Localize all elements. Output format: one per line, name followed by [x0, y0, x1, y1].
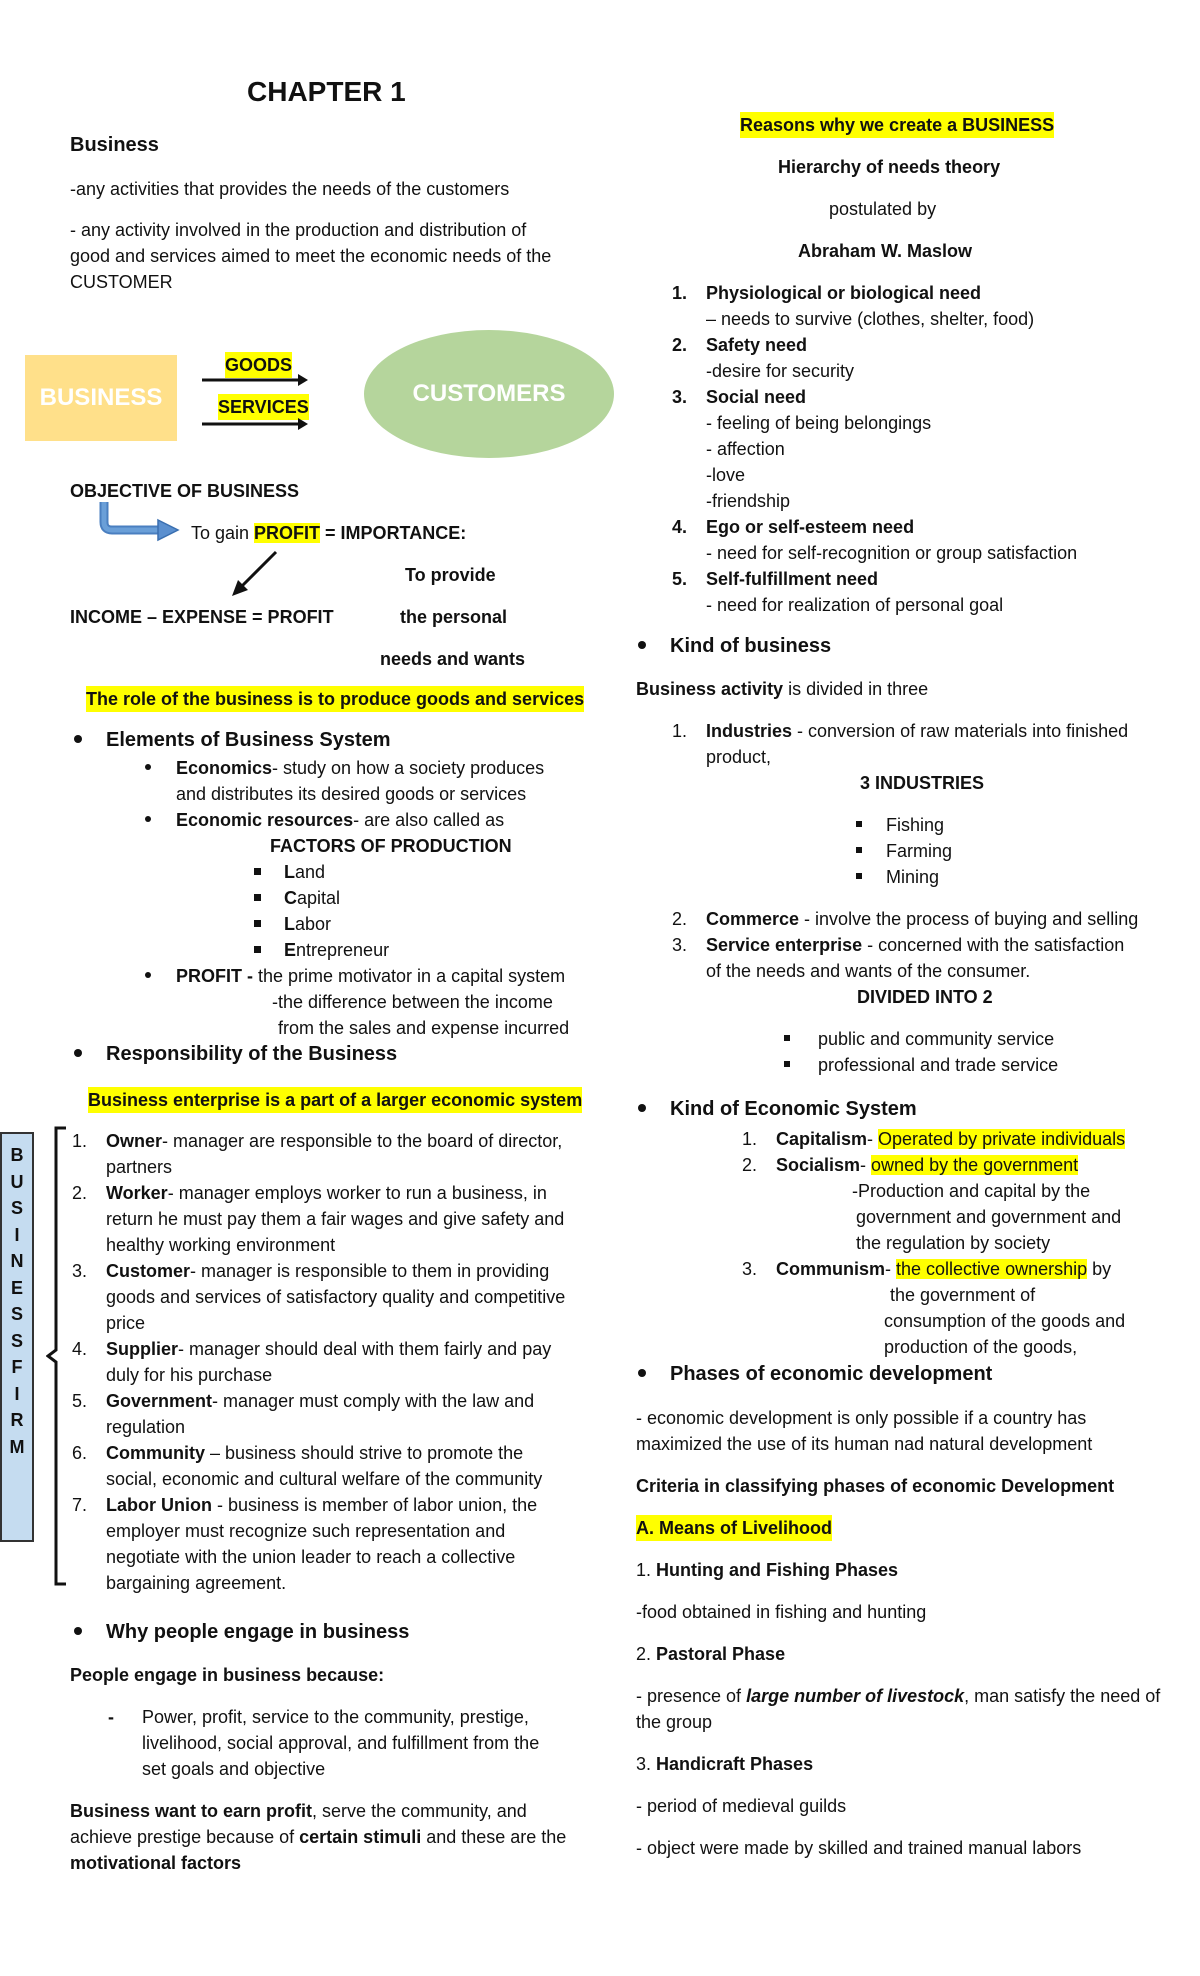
responsibility-text: - manager are responsible to the board of director,	[162, 1131, 563, 1151]
postulated-by: postulated by	[829, 199, 937, 219]
factor-rest: ntrepreneur	[296, 940, 390, 960]
profit-def: the prime motivator in a capital system	[258, 966, 566, 986]
responsibility-item	[106, 1492, 537, 1518]
commerce-item	[706, 906, 1138, 932]
business-box-label: BUSINESS	[39, 384, 163, 411]
need-title: Ego or self-esteem need	[706, 517, 915, 537]
motivational-factors: motivational factors	[70, 1853, 242, 1873]
economics-item	[176, 755, 544, 781]
need-title: Safety need	[706, 335, 808, 355]
responsibility-text-line: return he must pay them a fair wages and give safety and	[106, 1209, 565, 1229]
square-bullet-icon	[856, 873, 862, 879]
square-bullet-icon	[784, 1061, 790, 1067]
industries-num: 1.	[672, 721, 688, 741]
communism-def: the collective ownership	[896, 1259, 1088, 1279]
industries-def: - conversion of raw materials into finished	[792, 721, 1129, 741]
phase3-num: 3.	[636, 1754, 652, 1774]
want-line2-b: certain stimuli	[299, 1827, 422, 1847]
to-gain-text: To gain	[191, 523, 255, 543]
factor-item	[284, 911, 331, 937]
responsibility-item	[106, 1128, 562, 1154]
socialism-term: Socialism	[776, 1155, 861, 1175]
resources-term: Economic resources	[176, 810, 354, 830]
phase3-desc1: - period of medieval guilds	[636, 1796, 847, 1816]
socialism-item: Socialism- owned by the government	[776, 1155, 1079, 1175]
need-desc: - feeling of being belongings	[706, 413, 932, 433]
bent-arrow-icon	[98, 500, 182, 542]
responsibility-text-line: healthy working environment	[106, 1235, 336, 1255]
objective-heading: OBJECTIVE OF BUSINESS	[70, 481, 300, 501]
socialism-line3: government and government and	[856, 1207, 1122, 1227]
industries-term: Industries	[706, 721, 793, 741]
responsibility-text: - manager employs worker to run a business, in	[167, 1183, 547, 1203]
responsibility-text-line: social, economic and cultural welfare of the community	[106, 1469, 543, 1489]
bullet-icon	[74, 1627, 82, 1635]
people-engage: People engage in business because:	[70, 1665, 385, 1685]
responsibility-term: Supplier	[106, 1339, 179, 1359]
phase2-num: 2.	[636, 1644, 657, 1664]
responsibility-item	[106, 1180, 547, 1206]
responsibility-text-line: regulation	[106, 1417, 186, 1437]
factor-rest: and	[295, 862, 326, 882]
responsibility-text-line: price	[106, 1313, 146, 1333]
square-bullet-icon	[856, 821, 862, 827]
need-desc: -friendship	[706, 491, 791, 511]
service-type-item: public and community service	[818, 1029, 1055, 1049]
need-desc: - need for self-recognition or group satisfaction	[706, 543, 1078, 563]
square-bullet-icon	[856, 847, 862, 853]
need-desc: -desire for security	[706, 361, 855, 381]
square-bullet-icon	[254, 894, 261, 901]
kind-heading: Kind of business	[670, 635, 832, 657]
hierarchy-title: Hierarchy of needs theory	[778, 157, 1001, 177]
square-bullet-icon	[254, 920, 261, 927]
phase2-desc-c: , man satisfy the need of	[964, 1686, 1161, 1706]
phase2-desc-b: large number of livestock	[746, 1686, 965, 1706]
responsibility-term: Customer	[106, 1261, 191, 1281]
responsibility-term: Worker	[106, 1183, 168, 1203]
phase2-desc	[636, 1683, 1160, 1709]
reasons-heading: Reasons why we create a BUSINESS	[740, 112, 1054, 138]
need-title: Self-fulfillment need	[706, 569, 879, 589]
responsibility-text: - manager must comply with the law and	[212, 1391, 535, 1411]
square-bullet-icon	[254, 946, 261, 953]
activity-line	[636, 676, 928, 702]
goods-label: GOODS	[225, 352, 292, 378]
want-line2-c: and these are the	[421, 1827, 567, 1847]
service-term: Service enterprise	[706, 935, 863, 955]
bullet-icon	[145, 764, 151, 770]
need-desc: - affection	[706, 439, 785, 459]
criteria-heading: Criteria in classifying phases of economic Development	[636, 1476, 1115, 1496]
elements-heading: Elements of Business System	[106, 729, 391, 751]
factor-initial: L	[284, 862, 295, 882]
industry-item: Mining	[886, 867, 940, 887]
why-heading: Why people engage in business	[106, 1621, 410, 1643]
square-bullet-icon	[254, 868, 261, 875]
communism-term: Communism	[776, 1259, 886, 1279]
needs-and-wants: needs and wants	[380, 649, 526, 669]
list-number: 5.	[72, 1391, 88, 1411]
list-number: 3.	[672, 387, 688, 407]
bullet-icon	[638, 641, 646, 649]
customers-ellipse	[364, 330, 614, 458]
profit-word: PROFIT	[254, 523, 321, 543]
responsibility-item	[106, 1440, 523, 1466]
need-title: Physiological or biological need	[706, 283, 982, 303]
profit-item	[176, 963, 565, 989]
list-number: 4.	[72, 1339, 88, 1359]
commerce-num: 2.	[672, 909, 688, 929]
capitalism-num: 1.	[742, 1129, 758, 1149]
list-number: 2.	[72, 1183, 88, 1203]
capitalism-item: Capitalism- Operated by private individuals	[776, 1129, 1126, 1149]
factor-rest: abor	[295, 914, 332, 934]
economics-def: - study on how a society produces	[272, 758, 545, 778]
phase2-heading	[636, 1641, 785, 1667]
responsibility-term: Community	[106, 1443, 205, 1463]
business-def-1: -any activities that provides the needs of the customers	[70, 179, 510, 199]
firm-letter: M	[9, 1436, 25, 1457]
service-item	[706, 932, 1124, 958]
phase2-title: Pastoral Phase	[656, 1644, 786, 1664]
firm-letter: S	[10, 1198, 23, 1218]
dash-bullet: -	[108, 1707, 114, 1727]
service-type-item: professional and trade service	[818, 1055, 1059, 1075]
phase1-heading	[636, 1557, 898, 1583]
economics-term: Economics	[176, 758, 273, 778]
business-def-2-line1: - any activity involved in the production and distribution of	[70, 220, 527, 240]
dev-line1: - economic development is only possible if a country has	[636, 1408, 1087, 1428]
dev-line2: maximized the use of its human nad natural development	[636, 1434, 1093, 1454]
activity-text: is divided in three	[783, 679, 929, 699]
factor-rest: apital	[297, 888, 341, 908]
to-gain-line	[191, 520, 466, 546]
business-def-2-line2: good and services aimed to meet the economic needs of the	[70, 246, 552, 266]
responsibility-text-line: duly for his purchase	[106, 1365, 273, 1385]
bullet-icon	[145, 972, 151, 978]
factor-initial: C	[284, 888, 297, 908]
bullet-icon	[74, 1049, 82, 1057]
communism-line4: production of the goods,	[884, 1337, 1078, 1357]
list-number: 4.	[672, 517, 688, 537]
firm-letter: F	[11, 1357, 23, 1377]
list-number: 7.	[72, 1495, 88, 1515]
phase1-desc: -food obtained in fishing and hunting	[636, 1602, 927, 1622]
list-number: 2.	[672, 335, 688, 355]
business-def-2-line3: CUSTOMER	[70, 272, 173, 292]
responsibility-text: - business is member of labor union, the	[212, 1495, 538, 1515]
communism-by: by	[1087, 1259, 1112, 1279]
bullet-icon	[638, 1104, 646, 1112]
responsibility-text-line: negotiate with the union leader to reach a collective	[106, 1547, 516, 1567]
econ-heading: Kind of Economic System	[670, 1098, 917, 1120]
service-num: 3.	[672, 935, 688, 955]
role-statement: The role of the business is to produce goods and services	[86, 686, 584, 712]
socialism-line4: the regulation by society	[856, 1233, 1051, 1253]
resources-def: - are also called as	[353, 810, 505, 830]
socialism-line2: -Production and capital by the	[852, 1181, 1091, 1201]
responsibility-term: Owner	[106, 1131, 163, 1151]
three-industries: 3 INDUSTRIES	[860, 773, 985, 793]
firm-letter: B	[10, 1145, 24, 1165]
phase3-title: Handicraft Phases	[651, 1754, 814, 1774]
services-label: SERVICES	[218, 394, 309, 420]
socialism-num: 2.	[742, 1155, 758, 1175]
customers-label: CUSTOMERS	[412, 380, 566, 407]
resources-item	[176, 807, 504, 833]
want-line1	[70, 1798, 527, 1824]
responsibility-term: Labor Union	[106, 1495, 212, 1515]
firm-letter: I	[14, 1224, 20, 1245]
maslow-name: Abraham W. Maslow	[798, 241, 973, 261]
profit-def-line3: from the sales and expense incurred	[278, 1018, 570, 1038]
responsibility-text: – business should strive to promote the	[205, 1443, 524, 1463]
commerce-def: - involve the process of buying and selling	[799, 909, 1139, 929]
enterprise-statement: Business enterprise is a part of a larger economic system	[88, 1087, 582, 1113]
service-def: - concerned with the satisfaction	[862, 935, 1125, 955]
list-number: 6.	[72, 1443, 88, 1463]
industry-item: Fishing	[886, 815, 945, 835]
list-number: 3.	[72, 1261, 88, 1281]
socialism-def: owned by the government	[871, 1155, 1079, 1175]
phases-heading: Phases of economic development	[670, 1363, 993, 1385]
firm-letter: I	[14, 1383, 20, 1404]
firm-letter: E	[10, 1277, 23, 1298]
list-number: 5.	[672, 569, 688, 589]
the-personal: the personal	[400, 607, 508, 627]
income-formula: INCOME – EXPENSE = PROFIT	[70, 607, 334, 627]
diagonal-arrow-icon	[228, 548, 288, 600]
responsibility-heading: Responsibility of the Business	[106, 1043, 398, 1065]
business-firm-box	[0, 1132, 34, 1542]
factor-item	[284, 937, 389, 963]
capitalism-term: Capitalism	[776, 1129, 868, 1149]
want-line2	[70, 1824, 566, 1850]
firm-letter: N	[10, 1251, 24, 1271]
want-text: , serve the community, and	[312, 1801, 527, 1821]
industries-item	[706, 718, 1128, 744]
economics-def-line2: and distributes its desired goods or services	[176, 784, 527, 804]
factor-initial: L	[284, 914, 295, 934]
firm-letter: S	[10, 1304, 23, 1324]
responsibility-text: - manager is responsible to them in providing	[190, 1261, 550, 1281]
phase2-desc-a: - presence of	[636, 1686, 747, 1706]
business-heading: Business	[70, 134, 159, 156]
capitalism-def: Operated by private individuals	[878, 1129, 1126, 1149]
responsibility-text: - manager should deal with them fairly and pay	[178, 1339, 552, 1359]
phase2-desc-line2: the group	[636, 1712, 713, 1732]
profit-def-line2: -the difference between the income	[272, 992, 553, 1012]
industries-def-line2: product,	[706, 747, 772, 767]
activity-term: Business activity	[636, 679, 784, 699]
phase1-num: 1.	[636, 1560, 652, 1580]
want-line2-a: achieve prestige because of	[70, 1827, 300, 1847]
need-title: Social need	[706, 387, 807, 407]
factor-initial: E	[284, 940, 297, 960]
business-box	[25, 355, 177, 441]
reasons-line3: set goals and objective	[142, 1759, 326, 1779]
to-provide: To provide	[405, 565, 496, 585]
responsibility-item	[106, 1388, 534, 1414]
means-of-livelihood: A. Means of Livelihood	[636, 1515, 832, 1541]
phase1-title: Hunting and Fishing Phases	[651, 1560, 899, 1580]
phase3-desc2: - object were made by skilled and trained manual labors	[636, 1838, 1082, 1858]
responsibility-text-line: employer must recognize such representation and	[106, 1521, 506, 1541]
service-def-line2: of the needs and wants of the consumer.	[706, 961, 1031, 981]
phase3-heading	[636, 1751, 813, 1777]
firm-letter: R	[10, 1410, 24, 1430]
factors-heading: FACTORS OF PRODUCTION	[270, 836, 512, 856]
communism-line2: the government of	[890, 1285, 1036, 1305]
want-term: Business want to earn profit	[70, 1801, 313, 1821]
profit-term: PROFIT -	[176, 966, 258, 986]
communism-num: 3.	[742, 1259, 758, 1279]
divided-into-2: DIVIDED INTO 2	[857, 987, 993, 1007]
square-bullet-icon	[784, 1035, 790, 1041]
industry-item: Farming	[886, 841, 953, 861]
need-desc: – needs to survive (clothes, shelter, food)	[706, 309, 1035, 329]
bullet-icon	[638, 1369, 646, 1377]
firm-letter: U	[10, 1171, 24, 1192]
responsibility-text-line: partners	[106, 1157, 173, 1177]
communism-item: Communism- the collective ownership by	[776, 1259, 1112, 1279]
responsibility-text-line: bargaining agreement.	[106, 1573, 287, 1593]
responsibility-text-line: goods and services of satisfactory quality and competitive	[106, 1287, 566, 1307]
communism-line3: consumption of the goods and	[884, 1311, 1126, 1331]
importance-text: = IMPORTANCE:	[320, 523, 467, 543]
arrows-icon	[200, 368, 310, 438]
brace-icon	[46, 1124, 70, 1588]
factor-item	[284, 859, 325, 885]
chapter-title: CHAPTER 1	[247, 76, 406, 107]
need-desc: - need for realization of personal goal	[706, 595, 1004, 615]
reasons-line1: Power, profit, service to the community, prestige,	[142, 1707, 529, 1727]
list-number: 1.	[672, 283, 688, 303]
commerce-term: Commerce	[706, 909, 800, 929]
factor-item	[284, 885, 340, 911]
firm-letter: S	[10, 1330, 23, 1351]
bullet-icon	[145, 816, 151, 822]
responsibility-item	[106, 1258, 549, 1284]
reasons-line2: livelihood, social approval, and fulfillment from the	[142, 1733, 540, 1753]
bullet-icon	[74, 735, 82, 743]
responsibility-item	[106, 1336, 551, 1362]
responsibility-term: Government	[106, 1391, 213, 1411]
list-number: 1.	[72, 1131, 88, 1151]
need-desc: -love	[706, 465, 746, 485]
